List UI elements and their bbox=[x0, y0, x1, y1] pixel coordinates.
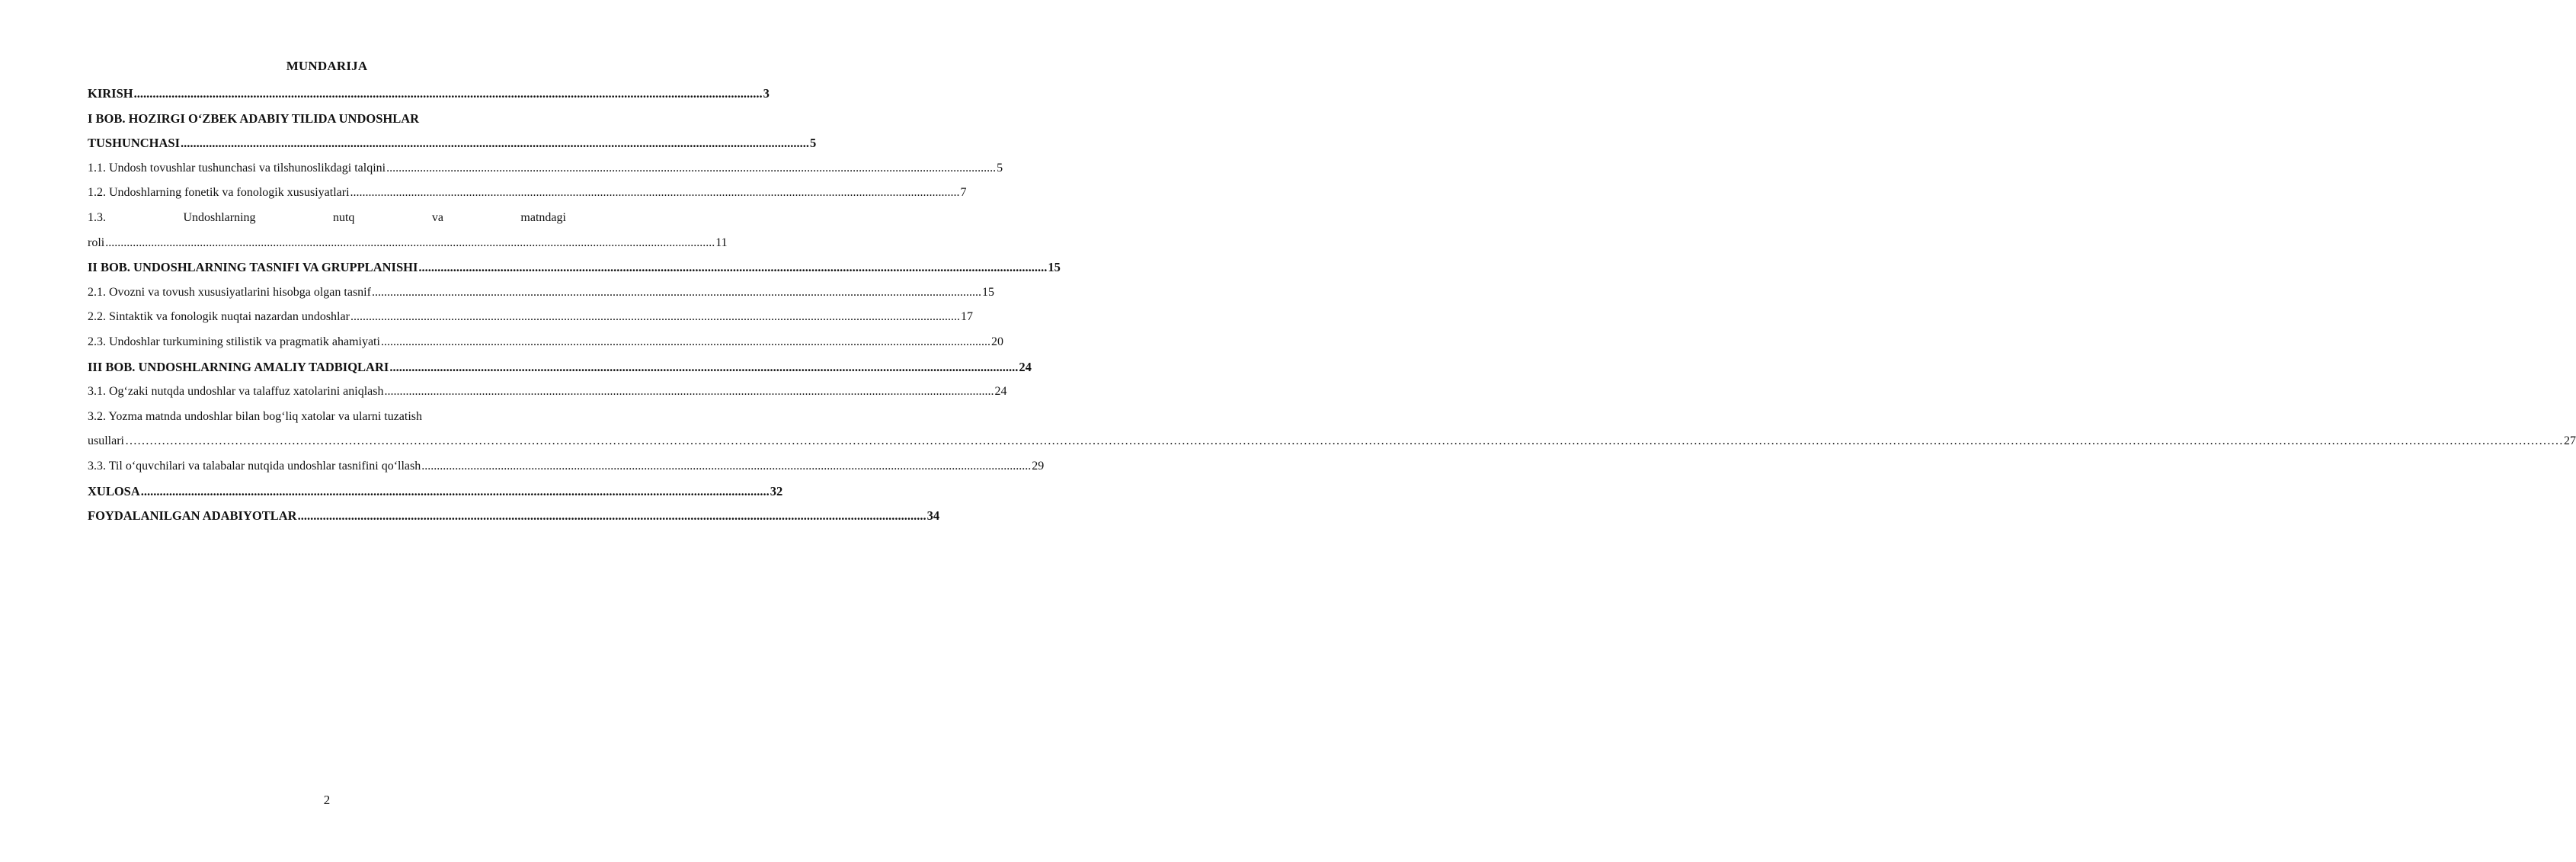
toc-entry-chapter-1-cont: TUSHUNCHASI ........................................................................................................................................................................................................ 5 bbox=[88, 131, 566, 156]
toc-entry-2-3: 2.3. Undoshlar turkumining stilistik va pragmatik ahamiyati ........................................................................................................................................................................................................ 20 bbox=[88, 330, 566, 355]
toc-entry-1-2: 1.2. Undoshlarning fonetik va fonologik xususiyatlari ........................................................................................................................................................................................................ 7 bbox=[88, 181, 566, 206]
toc-entry-xulosa: XULOSA ........................................................................................................................................................................................................ 32 bbox=[88, 479, 566, 505]
toc-entry-3-3: 3.3. Til o‘quvchilari va talabalar nutqida undoshlar tasnifini qo‘llash ........................................................................................................................................................................................................ 29 bbox=[88, 454, 566, 479]
toc-entry-chapter-3: III BOB. UNDOSHLARNING AMALIY TADBIQLARI ........................................................................................................................................................................................................ 24 bbox=[88, 355, 566, 380]
dot-leader: ........................................................................................................................................................................................................ bbox=[421, 459, 1032, 473]
toc-entry-2-1: 2.1. Ovozni va tovush xususiyatlarini hisobga olgan tasnif ........................................................................................................................................................................................................ 15 bbox=[88, 280, 566, 306]
toc-entry-1-1: 1.1. Undosh tovushlar tushunchasi va tilshunoslikdagi talqini ........................................................................................................................................................................................................ 5 bbox=[88, 156, 566, 181]
dot-leader: ........................................................................................................................................................................................................ bbox=[350, 310, 960, 324]
page-number: 2 bbox=[323, 793, 331, 807]
toc-entry-3-2-cont: usullari …………………………………………………………………………………………………………………………………………………………………………………………………………………………………………………………………………………………………………………………………………………………………………………………………………………………………………………………………………………………………………………………………………………… 27 bbox=[88, 429, 566, 454]
dot-leader: ........................................................................................................................................................................................................ bbox=[386, 161, 997, 175]
dot-leader: ........................................................................................................................................................................................................ bbox=[105, 236, 715, 249]
toc-entry-3-2: 3.2. Yozma matnda undoshlar bilan bog‘liq xatolar va ularni tuzatish bbox=[88, 409, 423, 423]
toc-entry-chapter-2: II BOB. UNDOSHLARNING TASNIFI VA GRUPPLANISHI ........................................................................................................................................................................................................ 15 bbox=[88, 255, 566, 280]
dot-leader: ........................................................................................................................................................................................................ bbox=[380, 335, 990, 348]
toc-entry-1-3: 1.3. Undoshlarning nutq va matndagi bbox=[88, 210, 566, 224]
dot-leader: ........................................................................................................................................................................................................ bbox=[297, 508, 926, 524]
dot-leader: ........................................................................................................................................................................................................ bbox=[181, 136, 810, 151]
dot-leader: …………………………………………………………………………………………………………………………………………………………………………………………………………………………………………………………………………………………………………………………………………………………………………………………………………………………………………………………………………………………………………………………………………………… bbox=[125, 434, 2563, 448]
dot-leader: ........................................................................................................................................................................................................ bbox=[140, 483, 770, 498]
dot-leader: ........................................................................................................................................................................................................ bbox=[418, 260, 1048, 275]
toc-entry-3-1: 3.1. Og‘zaki nutqda undoshlar va talaffuz xatolarini aniqlash ........................................................................................................................................................................................................ 24 bbox=[88, 380, 566, 405]
toc-entry-2-2: 2.2. Sintaktik va fonologik nuqtai nazardan undoshlar ........................................................................................................................................................................................................ 17 bbox=[88, 305, 566, 330]
dot-leader: ........................................................................................................................................................................................................ bbox=[371, 285, 981, 299]
dot-leader: ........................................................................................................................................................................................................ bbox=[389, 359, 1019, 374]
toc-entry-kirish: KIRISH ........................................................................................................................................................................................................ 3 bbox=[88, 82, 566, 107]
dot-leader: ........................................................................................................................................................................................................ bbox=[133, 86, 763, 101]
toc-entry-adabiyotlar: FOYDALANILGAN ADABIYOTLAR ........................................................................................................................................................................................................ 34 bbox=[88, 504, 566, 529]
table-of-contents bbox=[88, 82, 2576, 529]
dot-leader: ........................................................................................................................................................................................................ bbox=[350, 186, 960, 200]
toc-entry-1-3-cont: roli ........................................................................................................................................................................................................ 11 bbox=[88, 231, 566, 256]
dot-leader: ........................................................................................................................................................................................................ bbox=[384, 385, 994, 399]
toc-entry-chapter-1: I BOB. HOZIRGI O‘ZBEK ADABIY TILIDA UNDOSHLAR bbox=[88, 111, 420, 126]
page-title: MUNDARIJA bbox=[286, 59, 368, 73]
